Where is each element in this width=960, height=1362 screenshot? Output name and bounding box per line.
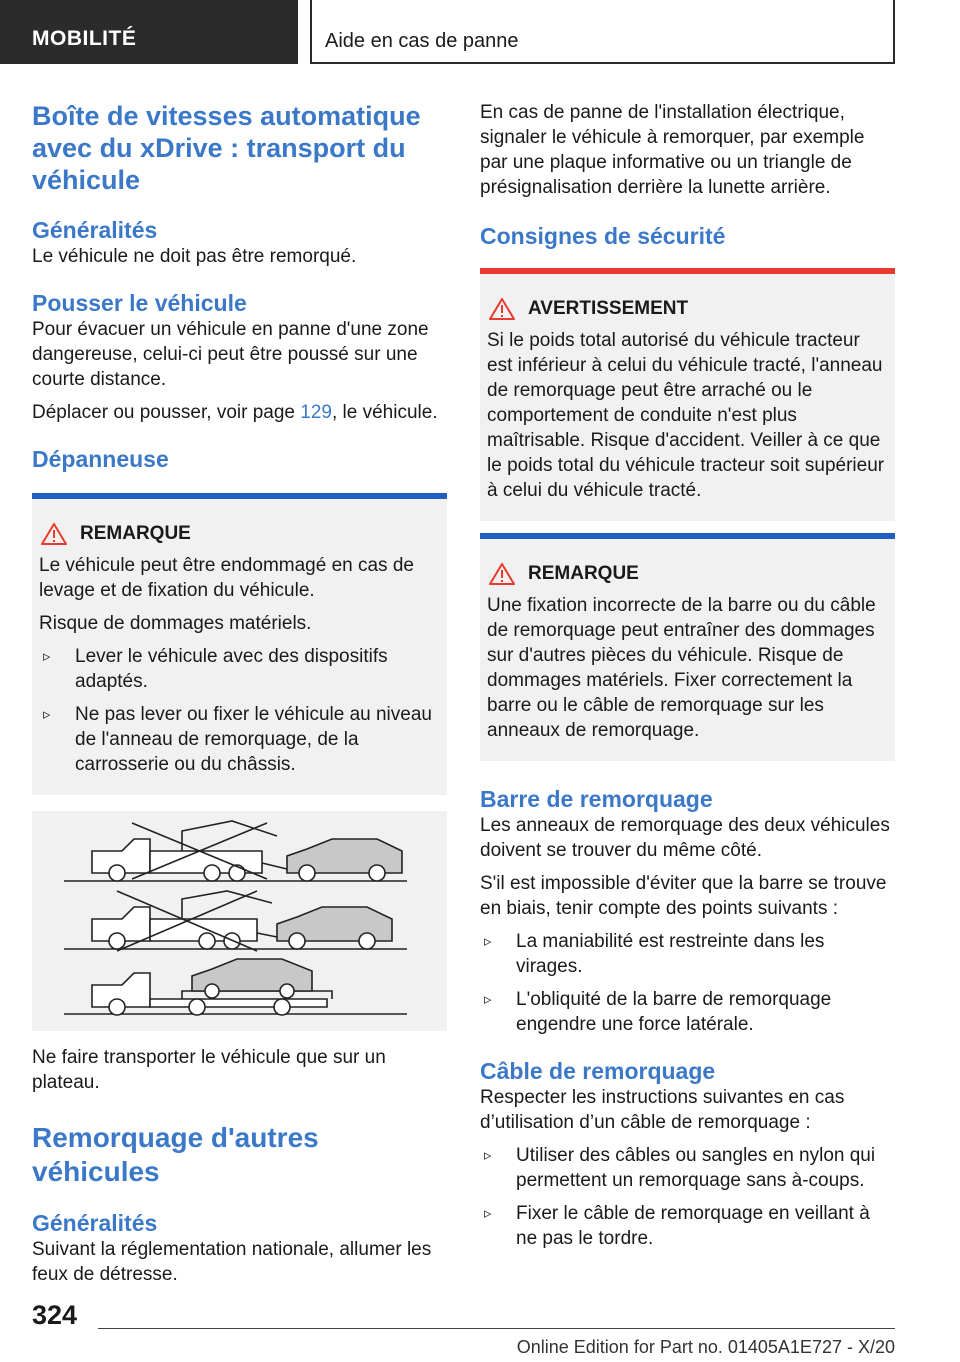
barre-text-1: Les anneaux de remorquage des deux véhicules doivent se trouver du même côté. bbox=[480, 815, 890, 861]
list-item-text: Utiliser des câbles ou sangles en nylon qui permettent un remorquage sans à-coups. bbox=[516, 1145, 876, 1191]
list-item-text: Fixer le câble de remorquage en veillant à ne pas le tordre. bbox=[516, 1203, 870, 1249]
notice-title-label: REMARQUE bbox=[528, 563, 639, 584]
list-item bbox=[480, 1143, 895, 1193]
page-number: 324 bbox=[32, 1300, 78, 1330]
notice-title bbox=[487, 539, 888, 593]
warning-title-label: AVERTISSEMENT bbox=[528, 298, 689, 319]
subtitle-generalites: Généralités bbox=[32, 217, 158, 243]
section-title-transport: Boîte de vitesses automatique avec du xDrive : transport du véhicule bbox=[32, 101, 421, 195]
footer-divider bbox=[98, 1328, 895, 1329]
bullet-triangle-icon: ▹ bbox=[484, 1147, 492, 1164]
intro-text: En cas de panne de l'installation électrique, signaler le véhicule à remorquer, par exemple par une plaque informative ou un triangle de présignalisation derrière la lunette arrière. bbox=[480, 102, 865, 198]
list-item bbox=[39, 644, 440, 694]
header-chapter: Aide en cas de panne bbox=[310, 0, 895, 64]
bullet-triangle-icon: ▹ bbox=[484, 1205, 492, 1222]
warning-text: Si le poids total autorisé du véhicule tracteur est inférieur à celui du véhicule tracté, l'anneau de remorquage peut être arraché ou le comportement de conduite n'est plus maîtrisable. Risque d'accident. Veiller à ce que le poids total du véhicule tracteur soit supérieur à celui du véhicule tracté. bbox=[487, 330, 885, 501]
warning-title bbox=[487, 274, 888, 328]
cable-list bbox=[480, 1143, 895, 1251]
tow-truck-illustration bbox=[32, 811, 447, 1031]
list-item-text: La maniabilité est restreinte dans les virages. bbox=[516, 931, 825, 977]
subtitle-depanneuse: Dépanneuse bbox=[32, 446, 169, 472]
list-item-text: Lever le véhicule avec des dispositifs adaptés. bbox=[75, 646, 388, 692]
right-column bbox=[480, 100, 895, 1251]
cable-text: Respecter les instructions suivantes en cas d’utilisation d’un câble de remorquage : bbox=[480, 1087, 845, 1133]
notice-risk: Risque de dommages matériels. bbox=[39, 613, 312, 634]
warning-triangle-icon bbox=[489, 563, 515, 585]
list-item-text: L'obliquité de la barre de remorquage engendre une force latérale. bbox=[516, 989, 832, 1035]
towing-illustration bbox=[32, 811, 447, 1031]
header-section: MOBILITÉ bbox=[0, 0, 298, 64]
bullet-triangle-icon: ▹ bbox=[43, 648, 51, 665]
subtitle-cable: Câble de remorquage bbox=[480, 1058, 716, 1084]
pousser-reference bbox=[32, 400, 447, 425]
notice-text: Une fixation incorrecte de la barre ou du câble de remorquage peut entraîner des dommages sur d'autres pièces du véhicule. Risque de dommages matériels. Fixer correctement la barre ou le câble de remorquage sur les anneaux de remorquage. bbox=[487, 595, 876, 741]
warning-box bbox=[480, 268, 895, 521]
subtitle-pousser: Pousser le véhicule bbox=[32, 290, 247, 316]
left-column bbox=[32, 100, 447, 1287]
plateau-text: Ne faire transporter le véhicule que sur un plateau. bbox=[32, 1047, 386, 1093]
generalites-text: Le véhicule ne doit pas être remorqué. bbox=[32, 246, 357, 267]
list-item bbox=[480, 929, 895, 979]
bullet-triangle-icon: ▹ bbox=[484, 991, 492, 1008]
notice-box-left bbox=[32, 493, 447, 795]
barre-list bbox=[480, 929, 895, 1037]
notice-title bbox=[39, 499, 440, 553]
generalites-2-text: Suivant la réglementation nationale, allumer les feux de détresse. bbox=[32, 1239, 432, 1285]
notice-title-label: REMARQUE bbox=[80, 523, 191, 544]
footer-edition: Online Edition for Part no. 01405A1E727 - X/20 bbox=[516, 1337, 895, 1357]
pousser-text: Pour évacuer un véhicule en panne d'une zone dangereuse, celui-ci peut être poussé sur une courte distance. bbox=[32, 319, 429, 390]
subtitle-consignes: Consignes de sécurité bbox=[480, 223, 726, 249]
subtitle-barre: Barre de remorquage bbox=[480, 786, 713, 812]
notice-text: Le véhicule peut être endommagé en cas de levage et de fixation du véhicule. bbox=[39, 555, 414, 601]
notice-list bbox=[39, 644, 440, 777]
list-item bbox=[480, 1201, 895, 1251]
list-item bbox=[39, 702, 440, 777]
ref-text-after: , le véhicule. bbox=[331, 402, 438, 423]
bullet-triangle-icon: ▹ bbox=[484, 933, 492, 950]
list-item-text: Ne pas lever ou fixer le véhicule au niveau de l'anneau de remorquage, de la carrosserie ou du châssis. bbox=[75, 704, 432, 775]
warning-triangle-icon bbox=[489, 298, 515, 320]
warning-triangle-icon bbox=[41, 523, 67, 545]
section-title-other-vehicles: Remorquage d'autres véhicules bbox=[32, 1122, 319, 1187]
ref-text-before: Déplacer ou pousser, voir page bbox=[32, 402, 301, 423]
notice-box-right bbox=[480, 533, 895, 761]
list-item bbox=[480, 987, 895, 1037]
barre-text-2: S'il est impossible d'éviter que la barre se trouve en biais, tenir compte des points suivants : bbox=[480, 873, 887, 919]
subtitle-generalites-2: Généralités bbox=[32, 1210, 158, 1236]
bullet-triangle-icon: ▹ bbox=[43, 706, 51, 723]
page-link[interactable]: 129 bbox=[300, 402, 332, 423]
